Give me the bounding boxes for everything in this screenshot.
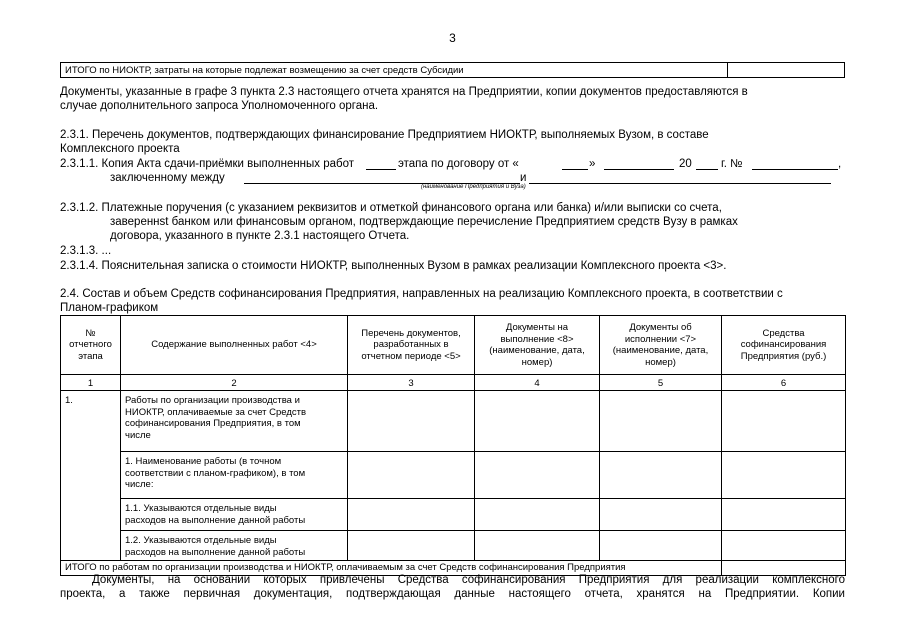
total-label: ИТОГО по работам по организации производства и НИОКТР, оплачиваемым за счет Средств софинансирования Предприятия [61,561,722,576]
page-number: 3 [449,31,456,45]
table-cell[interactable] [348,531,475,561]
docs-note-line-1: Документы, указанные в графе 3 пункта 2.3 настоящего отчета хранятся на Предприятии, копии документов предоставляются в [60,86,748,98]
final-paragraph-line-2: проекта, а также первичная документация, подтверждающая данные настоящего отчета, хранятся на Предприятии. Копии [60,588,845,600]
column-number: 3 [348,375,475,391]
section-2-3-1-1-quote-close: » [589,158,596,170]
row-work-description: 1. Наименование работы (в точном соответствии с планом-графиком), в том числе: [121,452,348,499]
cofinancing-table [60,315,846,576]
section-2-4-line-1: 2.4. Состав и объем Средств софинансирования Предприятия, направленных на реализацию Комплексного проекта, в соответствии с [60,288,783,300]
section-2-3-1-2-line-3: договора, указанного в пункте 2.3.1 настоящего Отчета. [110,230,410,242]
table-cell[interactable] [600,499,722,531]
blank-year[interactable] [696,169,718,170]
header-stage-number: № отчетного этапа [61,316,121,375]
header-cofinancing-funds: Средства софинансирования Предприятия (руб.) [722,316,846,375]
table-cell[interactable] [722,391,846,452]
column-number: 5 [600,375,722,391]
row-work-description: Работы по организации производства и НИОКТР, оплачиваемые за счет Средств софинансирования Предприятия, в том числе [121,391,348,452]
section-2-3-1-2-line-1: 2.3.1.2. Платежные поручения (с указанием реквизитов и отметкой финансового органа или банка) и/или выписки со счета, [60,202,722,214]
table-cell[interactable] [475,531,600,561]
section-2-3-1-2-line-2: завереннѕt банком или финансовым органом, подтверждающие перечисление Предприятием средств Вузу в рамках [110,216,738,228]
section-2-3-1-line-1: 2.3.1. Перечень документов, подтверждающих финансирование Предприятием НИОКТР, выполняемых Вузом, в составе [60,129,709,141]
table-cell[interactable] [722,531,846,561]
docs-note-line-2: случае дополнительного запроса Уполномоченного органа. [60,100,379,112]
table-cell[interactable] [475,391,600,452]
column-number: 2 [121,375,348,391]
table-cell[interactable] [475,452,600,499]
top-total-table [60,62,845,78]
table-cell[interactable] [722,452,846,499]
top-total-value [728,63,845,78]
table-cell[interactable] [600,531,722,561]
header-completion-docs: Документы об исполнении <7> (наименование, дата, номер) [600,316,722,375]
row-work-description: 1.1. Указываются отдельные виды расходов на выполнение данной работы [121,499,348,531]
column-number-row [61,375,846,391]
blank-university[interactable] [529,183,831,184]
section-2-3-1-1-text: 2.3.1.1. Копия Акта сдачи-приёмки выполненных работ [60,158,355,170]
column-number: 6 [722,375,846,391]
section-2-3-1-4: 2.3.1.4. Пояснительная записка о стоимости НИОКТР, выполненных Вузом в рамках реализации Комплексного проекта <3>. [60,260,727,272]
header-work-content: Содержание выполненных работ <4> [121,316,348,375]
blank-stage[interactable] [366,169,396,170]
top-total-label: ИТОГО по НИОКТР, затраты на которые подлежат возмещению за счет средств Субсидии [61,63,728,78]
table-cell[interactable] [348,391,475,452]
table-cell[interactable] [600,391,722,452]
parties-caption: (наименование Предприятия и Вуза) [421,184,526,190]
section-2-3-1-1-number-label: г. № [721,158,743,170]
blank-month[interactable] [604,169,674,170]
conjunction-and: и [520,172,527,184]
section-2-3-1-1-year-prefix: 20 [679,158,692,170]
section-2-3-1-3: 2.3.1.3. ... [60,245,112,257]
blank-number[interactable] [752,169,838,170]
table-cell[interactable] [600,452,722,499]
table-row [61,531,846,561]
table-row [61,452,846,499]
column-number: 4 [475,375,600,391]
table-row [61,391,846,452]
table-cell[interactable] [348,499,475,531]
table-row [61,499,846,531]
section-2-3-1-1-stage-text: этапа по договору от « [398,158,519,170]
header-documents-list: Перечень документов, разработанных в отчетном периоде <5> [348,316,475,375]
section-2-4-line-2: Планом-графиком [60,302,159,314]
table-cell[interactable] [348,452,475,499]
table-header-row [61,316,846,375]
section-2-3-1-line-2: Комплексного проекта [60,143,180,155]
blank-day[interactable] [562,169,588,170]
section-2-3-1-1-comma: , [838,158,842,170]
row-work-description: 1.2. Указываются отдельные виды расходов на выполнение данной работы [121,531,348,561]
final-paragraph-line-1: Документы, на основании которых привлечены Средства софинансирования Предприятия для реализации комплексного [92,574,845,586]
row-stage-number: 1. [61,391,121,561]
column-number: 1 [61,375,121,391]
header-execution-docs: Документы на выполнение <8> (наименование, дата, номер) [475,316,600,375]
table-cell[interactable] [722,499,846,531]
table-cell[interactable] [475,499,600,531]
concluded-between-label: заключенному между [110,172,225,184]
